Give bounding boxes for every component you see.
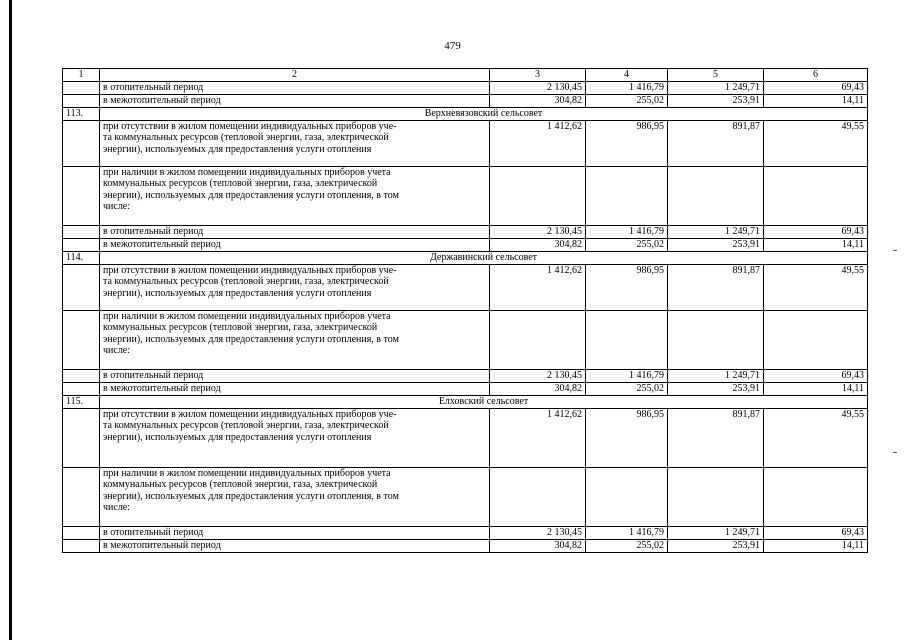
row-label-present [100, 167, 490, 226]
header-col-1: 1 [63, 69, 100, 82]
section-number: 114. [63, 252, 100, 265]
empty-cell [63, 239, 100, 252]
value-col-3: 1 412,62 [490, 265, 586, 311]
row-label-absent [100, 409, 490, 468]
scan-mark [893, 250, 897, 251]
text-line: энергии), используемых для предоставления услуги отопления [103, 287, 372, 299]
table-row [63, 239, 868, 252]
value-col-3: 304,82 [490, 95, 586, 108]
row-label: в отопительный период [100, 527, 490, 540]
value-col-5: 1 249,71 [668, 370, 764, 383]
header-col-5: 5 [668, 69, 764, 82]
value-col-6: 49,55 [764, 121, 868, 167]
section-title: Державинский сельсовет [100, 252, 868, 265]
value-col-6: 14,11 [764, 95, 868, 108]
row-label-absent [100, 121, 490, 167]
text-line: при наличии в жилом помещении индивидуальных приборов учета [103, 311, 391, 322]
empty-cell [490, 167, 586, 226]
row-label-present [100, 311, 490, 370]
header-col-3: 3 [490, 69, 586, 82]
value-col-5: 253,91 [668, 540, 764, 553]
section-number: 113. [63, 108, 100, 121]
empty-cell [63, 468, 100, 527]
text-line: при отсутствии в жилом помещении индивидуальных приборов уче- [103, 409, 397, 420]
table-row [63, 409, 868, 468]
header-col-2: 2 [100, 69, 490, 82]
empty-cell [63, 95, 100, 108]
text-line: энергии), используемых для предоставления услуги отопления [103, 431, 372, 443]
empty-cell [586, 311, 668, 370]
text-line: энергии), используемых для предоставления услуги отопления, в том [103, 189, 399, 201]
value-col-4: 986,95 [586, 265, 668, 311]
table-row [63, 540, 868, 553]
value-col-6: 49,55 [764, 265, 868, 311]
value-col-3: 304,82 [490, 383, 586, 396]
table-row [63, 121, 868, 167]
text-line: та коммунальных ресурсов (тепловой энергии, газа, электрической [103, 276, 389, 288]
empty-cell [63, 167, 100, 226]
empty-cell [490, 311, 586, 370]
empty-cell [63, 527, 100, 540]
table-row [63, 468, 868, 527]
table-row [63, 383, 868, 396]
table-row [63, 370, 868, 383]
tariff-table [62, 68, 868, 553]
value-col-4: 986,95 [586, 121, 668, 167]
table-row [63, 265, 868, 311]
section-title: Верхневязовский сельсовет [100, 108, 868, 121]
empty-cell [63, 226, 100, 239]
text-line: при наличии в жилом помещении индивидуальных приборов учета [103, 468, 391, 479]
text-line: энергии), используемых для предоставления услуги отопления, в том [103, 333, 399, 345]
section-header-row [63, 252, 868, 265]
value-col-3: 1 412,62 [490, 121, 586, 167]
empty-cell [63, 383, 100, 396]
value-col-3: 2 130,45 [490, 226, 586, 239]
text-line: при отсутствии в жилом помещении индивидуальных приборов уче- [103, 121, 397, 132]
text-line: числе: [103, 201, 131, 213]
value-col-6: 69,43 [764, 527, 868, 540]
section-header-row [63, 396, 868, 409]
value-col-4: 1 416,79 [586, 82, 668, 95]
value-col-4: 1 416,79 [586, 527, 668, 540]
text-line: при отсутствии в жилом помещении индивидуальных приборов уче- [103, 265, 397, 276]
value-col-4: 255,02 [586, 383, 668, 396]
empty-cell [668, 468, 764, 527]
value-col-6: 14,11 [764, 540, 868, 553]
empty-cell [764, 167, 868, 226]
table-row [63, 82, 868, 95]
empty-cell [63, 311, 100, 370]
value-col-4: 255,02 [586, 95, 668, 108]
text-line: числе: [103, 345, 131, 357]
empty-cell [668, 167, 764, 226]
value-col-3: 2 130,45 [490, 82, 586, 95]
text-line: коммунальных ресурсов (тепловой энергии, газа, электрической [103, 178, 378, 190]
value-col-6: 69,43 [764, 370, 868, 383]
value-col-4: 1 416,79 [586, 226, 668, 239]
table-row [63, 311, 868, 370]
empty-cell [63, 265, 100, 311]
text-line: та коммунальных ресурсов (тепловой энергии, газа, электрической [103, 132, 389, 144]
header-col-4: 4 [586, 69, 668, 82]
value-col-6: 69,43 [764, 82, 868, 95]
value-col-4: 255,02 [586, 540, 668, 553]
text-line: энергии), используемых для предоставления услуги отопления [103, 143, 372, 155]
row-label: в межотопительный период [100, 540, 490, 553]
value-col-5: 1 249,71 [668, 226, 764, 239]
text-line: числе: [103, 502, 131, 514]
value-col-5: 253,91 [668, 239, 764, 252]
scan-mark [893, 452, 897, 453]
value-col-5: 1 249,71 [668, 527, 764, 540]
value-col-5: 891,87 [668, 265, 764, 311]
empty-cell [63, 82, 100, 95]
row-label: в межотопительный период [100, 95, 490, 108]
value-col-5: 891,87 [668, 121, 764, 167]
table-row [63, 527, 868, 540]
empty-cell [668, 311, 764, 370]
table-row [63, 226, 868, 239]
header-col-6: 6 [764, 69, 868, 82]
value-col-4: 255,02 [586, 239, 668, 252]
empty-cell [63, 370, 100, 383]
value-col-3: 2 130,45 [490, 527, 586, 540]
empty-cell [586, 468, 668, 527]
value-col-4: 986,95 [586, 409, 668, 468]
value-col-5: 1 249,71 [668, 82, 764, 95]
value-col-3: 2 130,45 [490, 370, 586, 383]
empty-cell [764, 468, 868, 527]
section-title: Елховский сельсовет [100, 396, 868, 409]
text-line: та коммунальных ресурсов (тепловой энергии, газа, электрической [103, 420, 389, 432]
text-line: энергии), используемых для предоставления услуги отопления, в том [103, 490, 399, 502]
empty-cell [490, 468, 586, 527]
text-line: коммунальных ресурсов (тепловой энергии, газа, электрической [103, 479, 378, 491]
value-col-6: 69,43 [764, 226, 868, 239]
row-label: в отопительный период [100, 370, 490, 383]
value-col-5: 253,91 [668, 95, 764, 108]
text-line: коммунальных ресурсов (тепловой энергии, газа, электрической [103, 322, 378, 334]
row-label: в межотопительный период [100, 383, 490, 396]
header-row [63, 69, 868, 82]
row-label-absent [100, 265, 490, 311]
value-col-3: 1 412,62 [490, 409, 586, 468]
value-col-3: 304,82 [490, 540, 586, 553]
section-number: 115. [63, 396, 100, 409]
row-label: в межотопительный период [100, 239, 490, 252]
row-label: в отопительный период [100, 226, 490, 239]
row-label-present [100, 468, 490, 527]
value-col-5: 253,91 [668, 383, 764, 396]
value-col-6: 49,55 [764, 409, 868, 468]
text-line: при наличии в жилом помещении индивидуальных приборов учета [103, 167, 391, 178]
left-margin-bar [9, 0, 12, 640]
empty-cell [63, 409, 100, 468]
row-label: в отопительный период [100, 82, 490, 95]
section-header-row [63, 108, 868, 121]
value-col-3: 304,82 [490, 239, 586, 252]
empty-cell [586, 167, 668, 226]
table-row [63, 95, 868, 108]
value-col-6: 14,11 [764, 239, 868, 252]
value-col-6: 14,11 [764, 383, 868, 396]
page-number: 479 [444, 40, 461, 52]
value-col-4: 1 416,79 [586, 370, 668, 383]
empty-cell [764, 311, 868, 370]
table-row [63, 167, 868, 226]
empty-cell [63, 121, 100, 167]
empty-cell [63, 540, 100, 553]
value-col-5: 891,87 [668, 409, 764, 468]
